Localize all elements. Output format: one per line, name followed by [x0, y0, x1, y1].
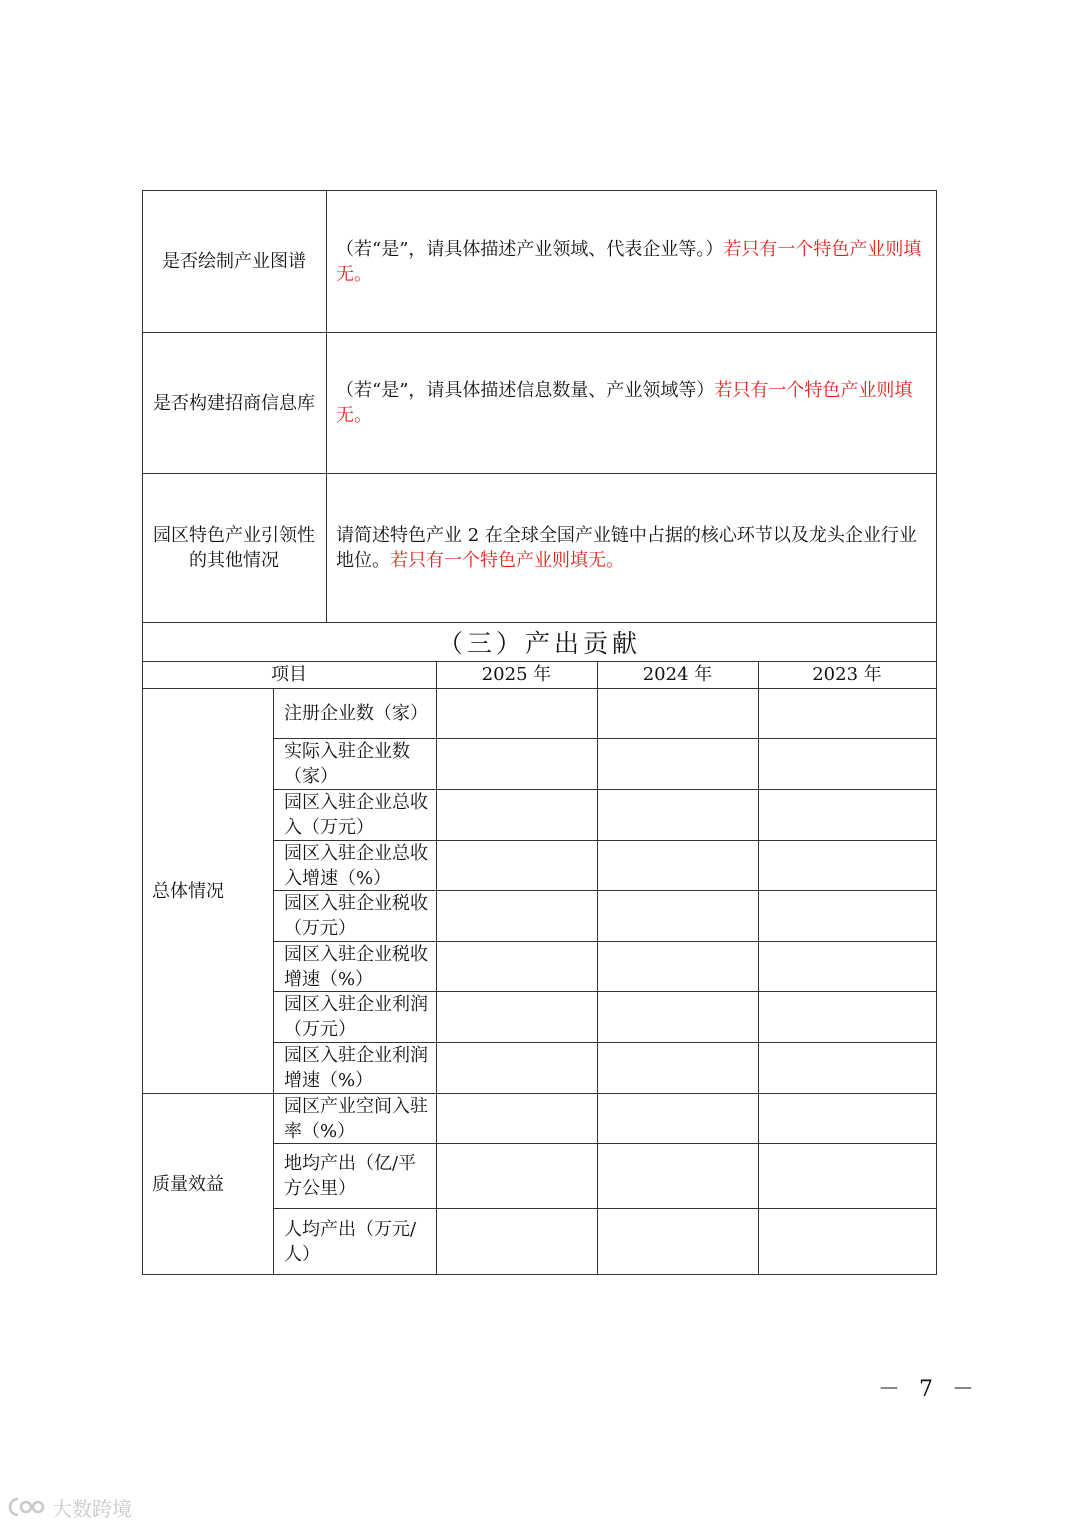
table-row-label: 园区入驻企业利润增速（%） — [284, 1045, 428, 1091]
note-text: 若只有一个特色产业则填无。 — [336, 380, 913, 426]
header-item: 项目 — [271, 664, 307, 685]
watermark-text: 大数跨境 — [52, 1496, 132, 1521]
group-label-quality: 质量效益 — [152, 1173, 224, 1195]
table-row-label: 实际入驻企业数（家） — [284, 741, 410, 787]
watermark-logo-icon — [8, 1496, 48, 1518]
note-text: 若只有一个特色产业则填无。 — [390, 550, 624, 571]
row-label-investment-db: 是否构建招商信息库 — [153, 392, 315, 414]
table-row-label: 地均产出（亿/平方公里） — [284, 1153, 417, 1199]
row-label-industry-map: 是否绘制产业图谱 — [162, 251, 306, 272]
header-year-2023: 2023 年 — [812, 664, 882, 685]
table-row-label: 园区入驻企业总收入（万元） — [284, 792, 428, 838]
row-label-leadership-other: 园区特色产业引领性的其他情况 — [153, 525, 315, 571]
row-content-leadership-other — [336, 474, 930, 622]
table-row-label: 园区产业空间入驻率（%） — [284, 1095, 428, 1142]
table-row-label: 园区入驻企业税收（万元） — [284, 893, 428, 939]
header-year-2024: 2024 年 — [642, 664, 713, 685]
section-title: （三）产出贡献 — [437, 629, 641, 658]
row-content-industry-map — [336, 191, 930, 332]
page-number: － 7 － — [878, 1377, 980, 1402]
instruction-text: （若“是”，请具体描述信息数量、产业领域等） — [336, 380, 715, 401]
note-text: 若只有一个特色产业则填无。 — [336, 238, 922, 285]
watermark — [8, 1492, 158, 1522]
header-year-2025: 2025 年 — [481, 664, 552, 685]
table-row-label: 园区入驻企业税收增速（%） — [284, 943, 428, 990]
table-row-label: 园区入驻企业利润（万元） — [284, 994, 428, 1040]
instruction-text: （若“是”，请具体描述产业领域、代表企业等。） — [336, 238, 724, 260]
group-label-overall: 总体情况 — [152, 880, 224, 902]
instruction-text: 请简述特色产业 2 在全球全国产业链中占据的核心环节以及龙头企业行业地位。 — [336, 525, 917, 571]
table-row-label: 注册企业数（家） — [284, 703, 428, 724]
row-content-investment-db — [336, 333, 930, 473]
table-row-label: 园区入驻企业总收入增速（%） — [284, 842, 428, 889]
table-row-label: 人均产出（万元/人） — [284, 1218, 417, 1265]
